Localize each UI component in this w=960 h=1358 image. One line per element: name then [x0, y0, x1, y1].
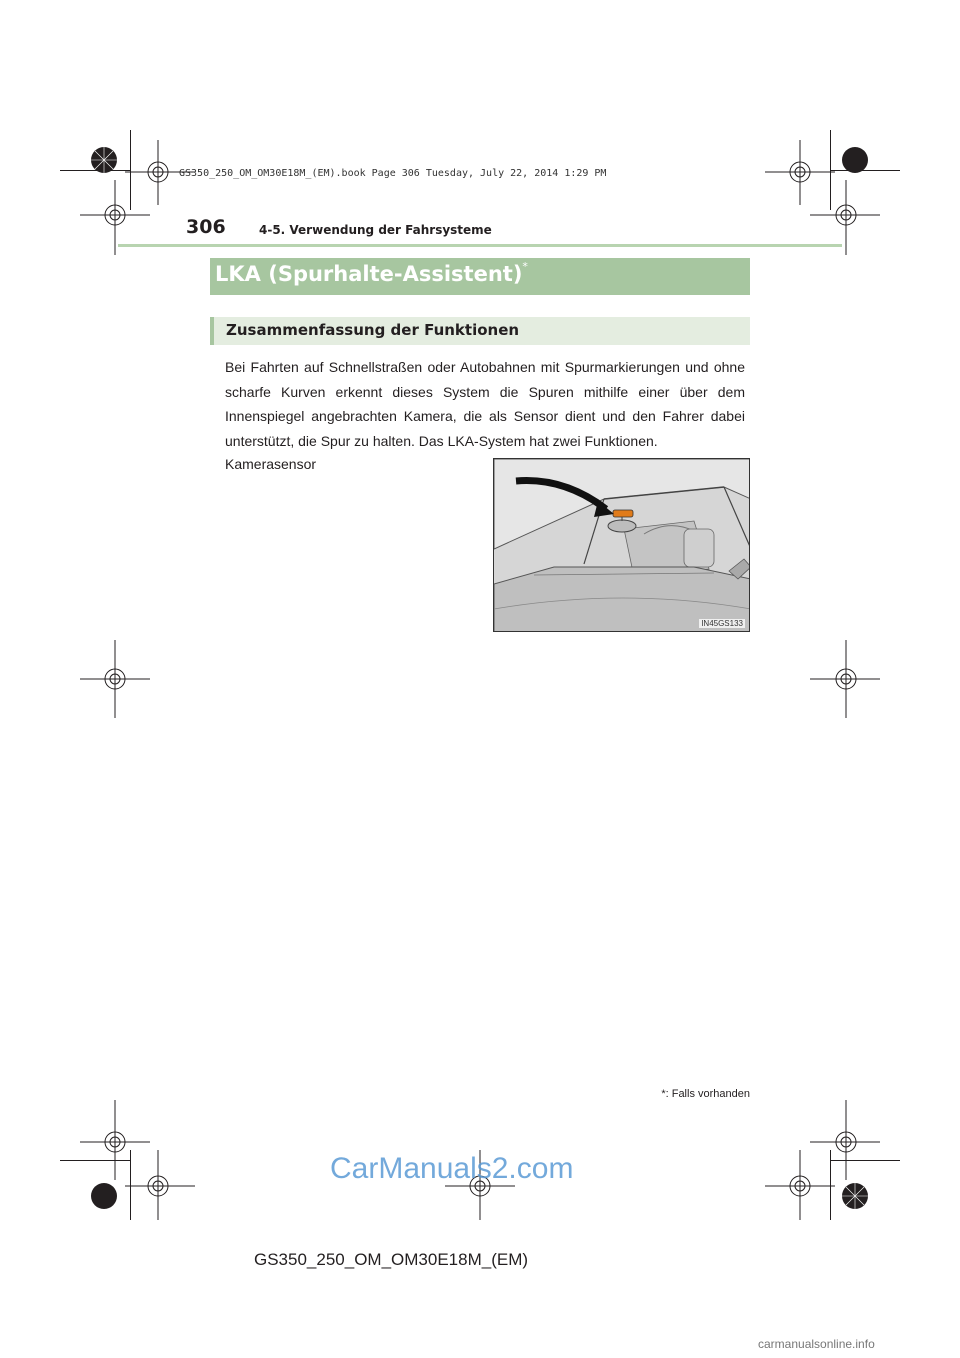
watermark-link[interactable]: CarManuals2.com — [330, 1152, 574, 1185]
footnote-text: : Falls vorhanden — [665, 1088, 750, 1100]
footnote-marker: * — [661, 1088, 666, 1100]
car-interior-illustration — [494, 459, 750, 632]
body-paragraph: Bei Fahrten auf Schnellstraßen oder Autobahnen mit Spurmarkierungen und ohne scharfe Kurven erkennt dieses System die Spuren mithilfe einer über dem Innenspiegel angebrachten Kamera, die als Sensor dient und den Fahrer dabei unterstützt, die Spur zu halten. Das LKA-System hat zwei Funktionen. — [225, 359, 745, 449]
page-number: 306 — [186, 216, 226, 238]
camera-label: Kamerasensor — [225, 456, 317, 472]
section-title: 4-5. Verwendung der Fahrsysteme — [259, 223, 492, 237]
page-title — [215, 262, 528, 286]
title-footnote-marker: * — [522, 260, 528, 273]
subtitle: Zusammenfassung der Funktionen — [226, 321, 520, 339]
figure-windshield-camera — [493, 458, 750, 632]
site-watermark: carmanualsonline.info — [758, 1337, 875, 1351]
book-info-line: GS350_250_OM_OM30E18M_(EM).book Page 306 Tuesday, July 22, 2014 1:29 PM — [179, 168, 607, 179]
footnote — [661, 1088, 750, 1100]
figure-code: IN45GS133 — [701, 619, 743, 628]
page-title-text: LKA (Spurhalte-Assistent) — [215, 262, 523, 286]
camera-sensor-icon — [613, 510, 633, 517]
document-code: GS350_250_OM_OM30E18M_(EM) — [254, 1250, 529, 1269]
header-rule — [118, 244, 842, 247]
